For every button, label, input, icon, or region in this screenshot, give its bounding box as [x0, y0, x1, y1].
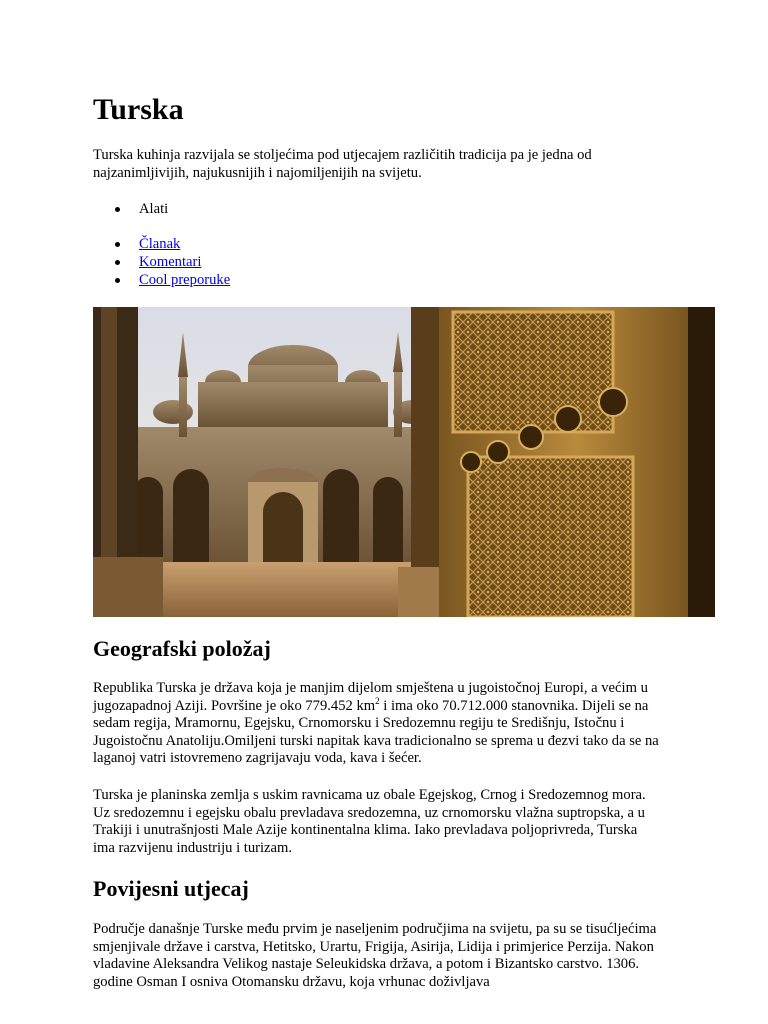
list-item — [93, 271, 230, 289]
link-clanak[interactable]: Članak — [139, 236, 181, 252]
page-title: Turska — [93, 93, 184, 126]
list-item — [93, 253, 230, 271]
mosque-photo — [93, 307, 715, 617]
section-heading-history: Povijesni utjecaj — [93, 876, 249, 901]
link-komentari[interactable]: Komentari — [139, 254, 202, 270]
geo-p1-text-cont: i ima oko 70.712.000 stanovnika. Dijeli se na sedam regija, Mramornu, Egejsku, Crnomorsku i Sredozemnu regiju te Središnju, Istočnu i Jugoistočnu Anatoliju.Omiljeni turski napitak kava tradicionalno se sprema u đezvi tako da se na laganoj vatri istovremeno zagrijavaju voda, kava i šećer. — [93, 697, 659, 766]
section-heading-geo: Geografski položaj — [93, 636, 271, 661]
geo-p1-text: Republika Turska je država koja je manjim dijelom smještena u jugoistočnoj Europi, a većim u jugozapadnoj Aziji. Površine je oko 779.452 km — [93, 680, 648, 714]
list-item — [93, 235, 230, 253]
history-paragraph-1: Područje današnje Turske među prvim je naseljenim područjima na svijetu, pa su se tisućljećima smjenjivale države i carstva, Hetitsko, Urartu, Frigija, Asirija, Lidija i primjerice Perzija. Nakon vladavine Aleksandra Velikog nastaje Seleukidska država, a potom i Bizantsko carstvo. 1306. godine Osman I osniva Otomansku državu, koja vrhunac doživljava — [93, 921, 657, 990]
tools-item: Alati — [93, 200, 168, 218]
article-links-list — [93, 235, 230, 289]
tools-list — [93, 200, 168, 218]
link-cool-preporuke[interactable]: Cool preporuke — [139, 272, 231, 288]
superscript: 2 — [375, 695, 380, 706]
geo-paragraph-1 — [93, 680, 673, 768]
intro-paragraph: Turska kuhinja razvijala se stoljećima pod utjecajem različitih tradicija pa je jedna od najzanimljivijih, najukusnijih i najomiljenijih na svijetu. — [93, 147, 592, 181]
geo-paragraph-2: Turska je planinska zemlja s uskim ravnicama uz obale Egejskog, Crnog i Sredozemnog mora. Uz sredozemnu i egejsku obalu prevladava sredozemna, uz crnomorsku vlažna suptropska, a u Trakiji i unutrašnjosti Male Azije kontinentalna klima. Iako prevladava poljoprivreda, Turska ima razvijenu industriju i turizam. — [93, 787, 646, 856]
